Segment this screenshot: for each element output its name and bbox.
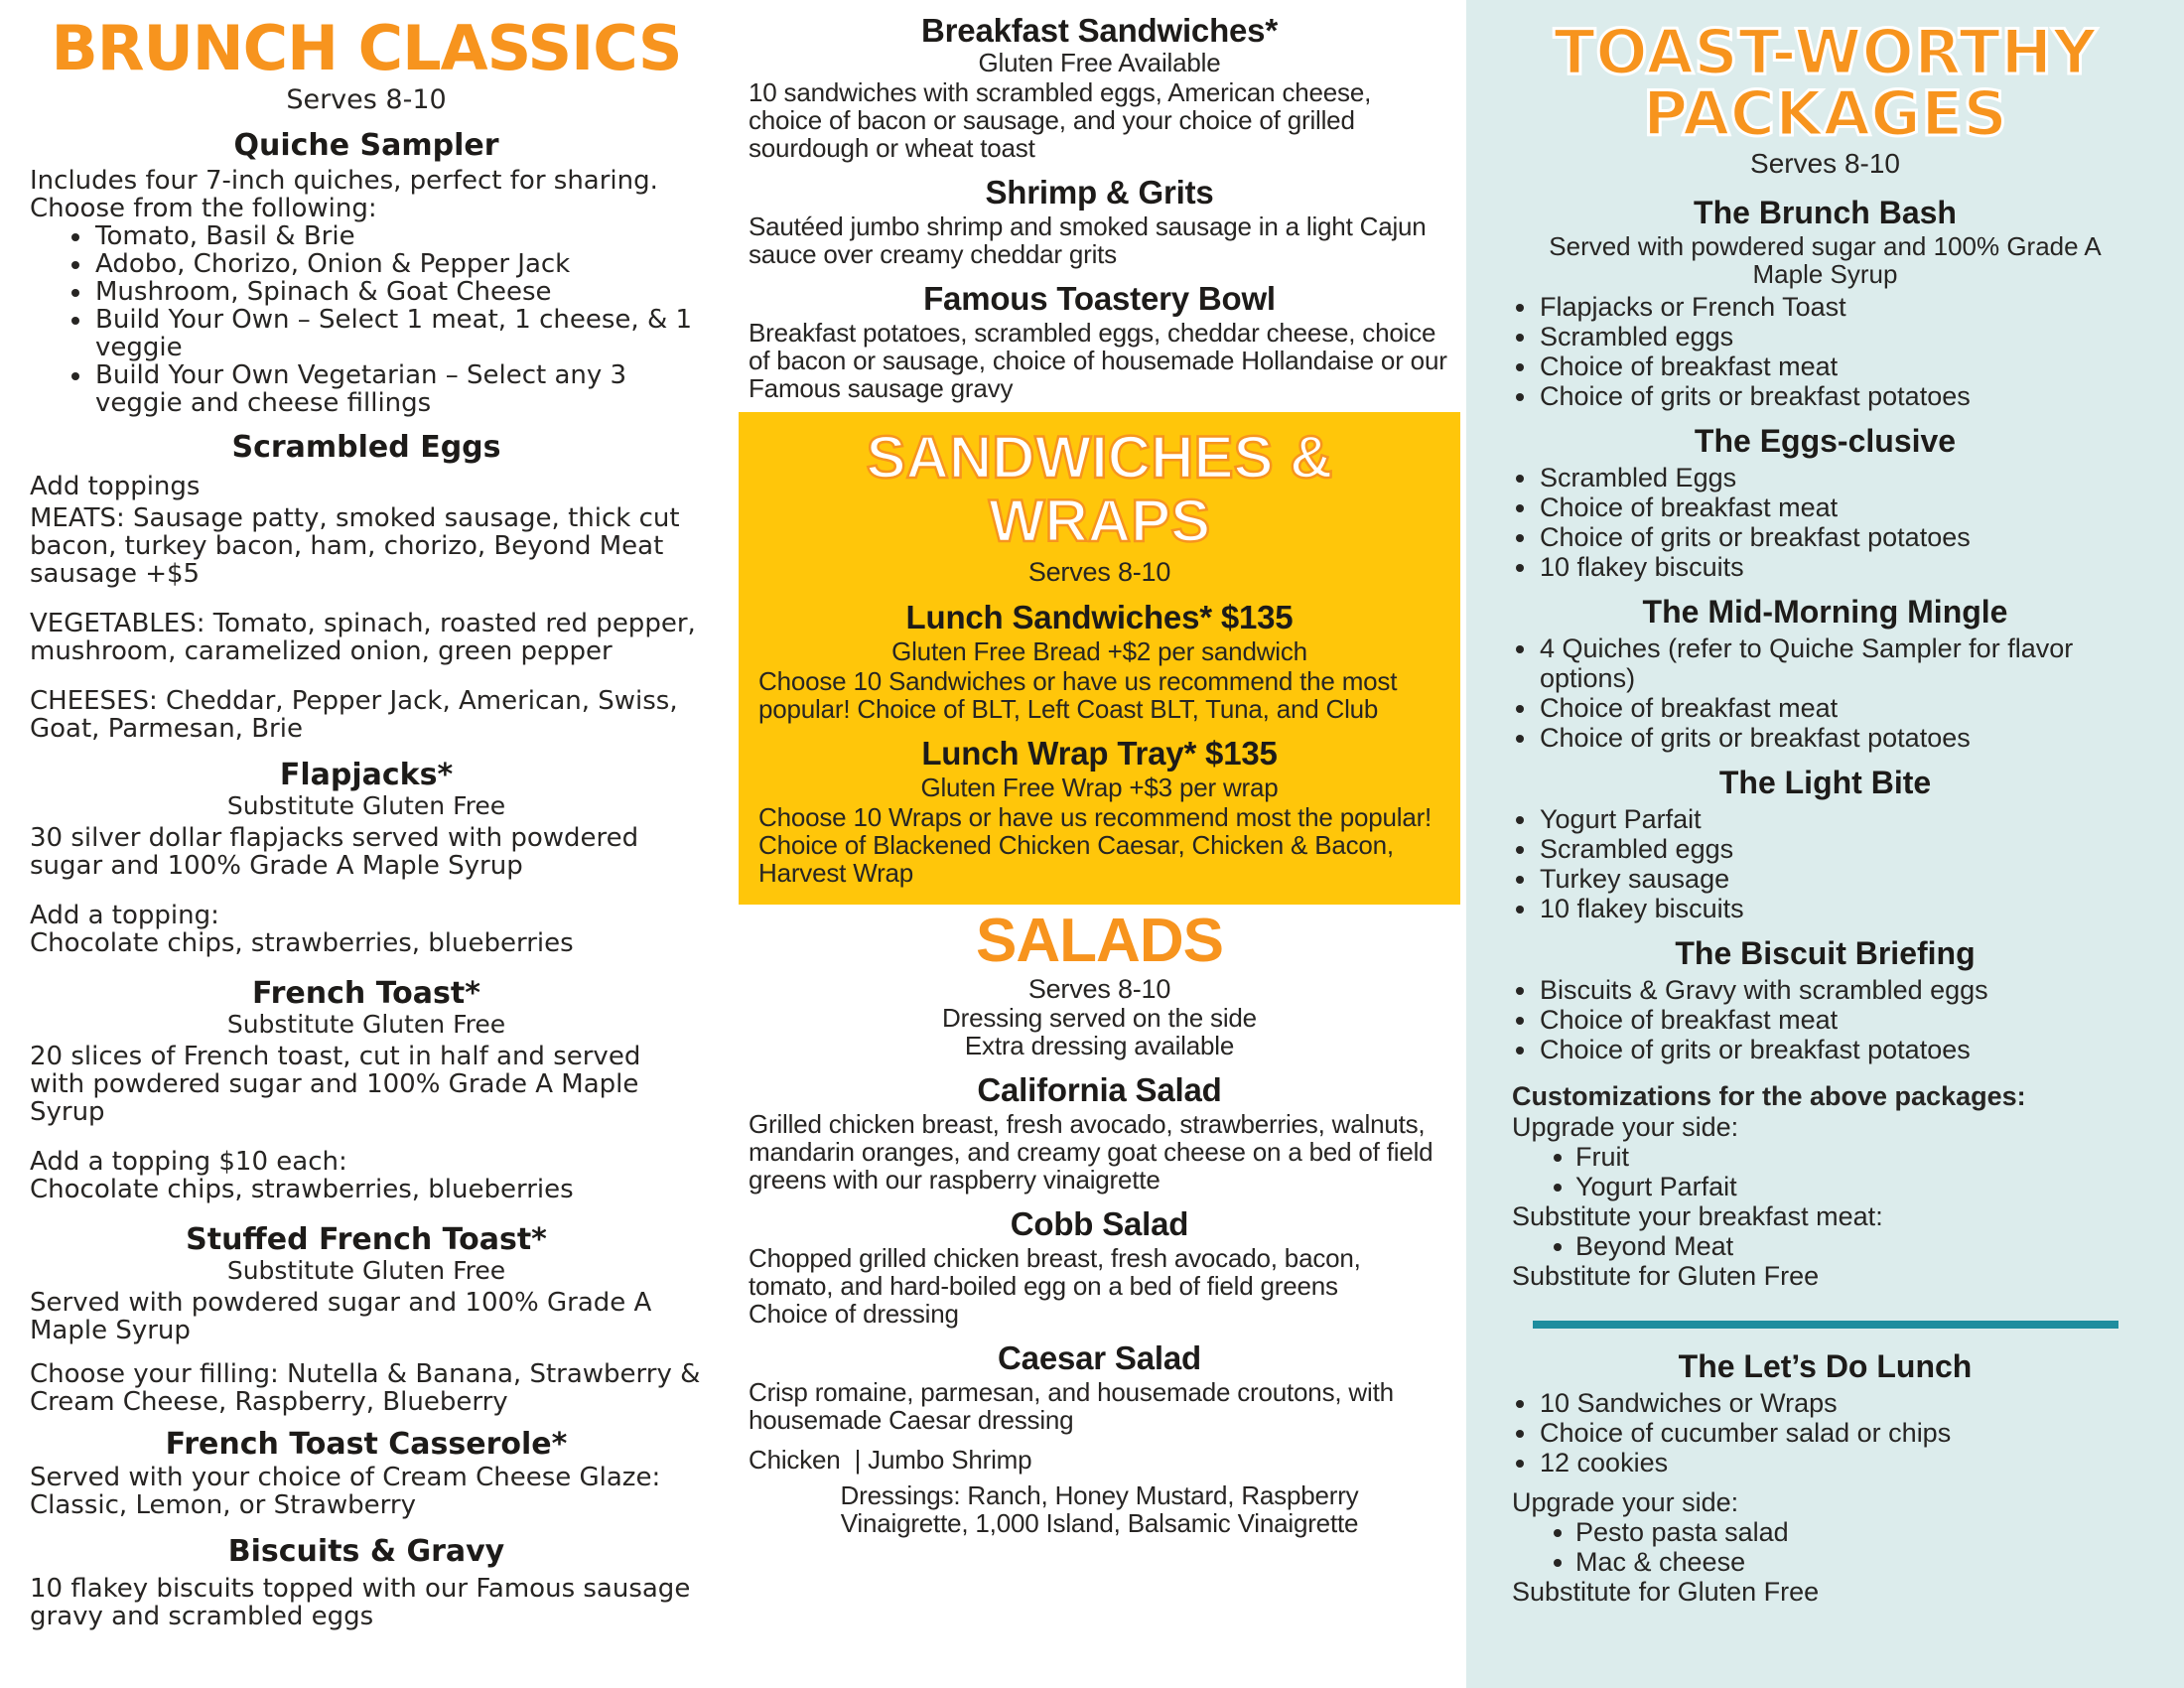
biscuits-gravy-description: 10 flakey biscuits topped with our Famous sausage gravy and scrambled eggs (30, 1574, 691, 1631)
substitute-meat-items (1512, 1231, 2154, 1261)
bullet-item: Pesto pasta salad (1552, 1517, 2154, 1547)
salads-dressing-note: Dressing served on the side (942, 1003, 1257, 1033)
teal-divider (1533, 1321, 2118, 1329)
french-toast-description: 20 slices of French toast, cut in half and served with powdered sugar and 100% Grade A Maple Syrup (30, 1042, 641, 1127)
bullet-item: Build Your Own Vegetarian – Select any 3 veggie and cheese fillings (69, 361, 703, 417)
french-toast-toppings: Chocolate chips, strawberries, blueberries (30, 1175, 574, 1204)
lunch-wrap-description: Choose 10 Wraps or have us recommend most the popular! Choice of Blackened Chicken Caesar, Chicken & Bacon, Harvest Wrap (758, 802, 1433, 888)
breakfast-sandwiches-heading: Breakfast Sandwiches* (921, 12, 1278, 49)
light-bite-heading: The Light Bite (1718, 765, 1932, 800)
lunch-gluten-free-note: Substitute for Gluten Free (1512, 1577, 1820, 1607)
bullet-item: Flapjacks or French Toast (1514, 292, 2164, 322)
bullet-item: Choice of cucumber salad or chips (1514, 1418, 2164, 1448)
bullet-item: Choice of grits or breakfast potatoes (1514, 1035, 2164, 1064)
bullet-item: Mushroom, Spinach & Goat Cheese (69, 278, 703, 306)
bullet-item: Choice of grits or breakfast potatoes (1514, 381, 2164, 411)
bullet-item: 12 cookies (1514, 1448, 2164, 1477)
cobb-salad-heading: Cobb Salad (1010, 1205, 1189, 1242)
lunch-upgrade-block (1486, 1487, 2164, 1607)
california-salad-description: Grilled chicken breast, fresh avocado, strawberries, walnuts, mandarin oranges, and creamy goat cheese on a bed of field greens with our raspberry vinaigrette (749, 1109, 1433, 1195)
salads-extra-dressing-note: Extra dressing available (964, 1031, 1235, 1060)
bullet-item: Scrambled Eggs (1514, 463, 2164, 492)
lunch-upgrade-label: Upgrade your side: (1512, 1487, 1739, 1517)
bullet-item: Build Your Own – Select 1 meat, 1 cheese, & 1 veggie (69, 306, 703, 361)
bullet-item: Choice of grits or breakfast potatoes (1514, 522, 2164, 552)
lunch-wrap-tray-heading: Lunch Wrap Tray* $135 (921, 735, 1278, 772)
biscuit-briefing-items (1486, 975, 2164, 1064)
bullet-item: Yogurt Parfait (1514, 804, 2164, 834)
shrimp-grits-description: Sautéed jumbo shrimp and smoked sausage in a light Cajun sauce over creamy cheddar grits (749, 211, 1427, 269)
caesar-salad-heading: Caesar Salad (998, 1339, 1201, 1376)
lunch-sandwiches-heading: Lunch Sandwiches* $135 (905, 599, 1294, 635)
biscuit-briefing-heading: The Biscuit Briefing (1675, 935, 1976, 971)
california-salad-heading: California Salad (977, 1071, 1222, 1108)
salad-dressings-list: Dressings: Ranch, Honey Mustard, Raspberry Vinaigrette, 1,000 Island, Balsamic Vinaigrette (840, 1480, 1359, 1538)
substitute-meat-label: Substitute your breakfast meat: (1512, 1201, 1883, 1231)
gluten-free-note: Substitute for Gluten Free (1512, 1261, 1820, 1291)
bullet-item: Choice of breakfast meat (1514, 693, 2164, 723)
biscuits-gravy-heading: Biscuits & Gravy (227, 1534, 505, 1569)
middle-column (733, 0, 1466, 1537)
sandwiches-wraps-title: SANDWICHES & WRAPS (866, 424, 1333, 554)
lunch-upgrade-items (1512, 1517, 2154, 1577)
bullet-item: Scrambled eggs (1514, 834, 2164, 864)
brunch-classics-title: BRUNCH CLASSICS (51, 12, 682, 84)
flapjacks-description: 30 silver dollar flapjacks served with powdered sugar and 100% Grade A Maple Syrup (30, 823, 639, 881)
bullet-item: 4 Quiches (refer to Quiche Sampler for flavor options) (1514, 633, 2164, 693)
upgrade-side-items (1512, 1142, 2154, 1201)
brunch-bash-heading: The Brunch Bash (1694, 195, 1957, 230)
packages-title-line1: TOAST-WORTHY (1553, 16, 2098, 88)
eggs-clusive-items (1486, 463, 2164, 582)
upgrade-side-label: Upgrade your side: (1512, 1112, 1739, 1142)
brunch-bash-subtext: Served with powdered sugar and 100% Grade A Maple Syrup (1549, 231, 2102, 289)
lets-do-lunch-heading: The Let’s Do Lunch (1678, 1348, 1973, 1384)
lunch-sandwiches-gluten-note: Gluten Free Bread +$2 per sandwich (891, 636, 1307, 666)
bullet-item: Adobo, Chorizo, Onion & Pepper Jack (69, 250, 703, 278)
french-toast-heading: French Toast* (252, 976, 480, 1011)
packages-panel (1466, 0, 2184, 1688)
quiche-sampler-intro: Includes four 7-inch quiches, perfect for sharing. Choose from the following: (30, 166, 658, 223)
toastery-bowl-description: Breakfast potatoes, scrambled eggs, cheddar cheese, choice of bacon or sausage, choice of housemade Hollandaise or our Famous sausage gravy (749, 318, 1447, 403)
scrambled-cheeses: CHEESES: Cheddar, Pepper Jack, American, Swiss, Goat, Parmesan, Brie (30, 686, 678, 744)
mid-morning-mingle-items (1486, 633, 2164, 753)
bullet-item: 10 flakey biscuits (1514, 552, 2164, 582)
scrambled-eggs-heading: Scrambled Eggs (231, 430, 501, 465)
stuffed-french-toast-fillings: Choose your filling: Nutella & Banana, Strawberry & Cream Cheese, Raspberry, Blueberry (30, 1359, 701, 1417)
scrambled-add-label: Add toppings (30, 472, 201, 501)
light-bite-items (1486, 804, 2164, 923)
mid-morning-mingle-heading: The Mid-Morning Mingle (1642, 594, 2008, 630)
scrambled-meats: MEATS: Sausage patty, smoked sausage, thick cut bacon, turkey bacon, ham, chorizo, Beyond Meat sausage +$5 (30, 503, 680, 589)
french-toast-gluten-note: Substitute Gluten Free (226, 1010, 506, 1039)
bullet-item: 10 Sandwiches or Wraps (1514, 1388, 2164, 1418)
customizations-block (1486, 1080, 2164, 1291)
brunch-serves-note: Serves 8-10 (286, 84, 447, 115)
lunch-wrap-gluten-note: Gluten Free Wrap +$3 per wrap (920, 773, 1279, 802)
shrimp-grits-heading: Shrimp & Grits (985, 174, 1214, 211)
bullet-item: Mac & cheese (1552, 1547, 2154, 1577)
salads-serves: Serves 8-10 (1027, 974, 1171, 1004)
french-toast-topping-label: Add a topping $10 each: (30, 1147, 347, 1177)
flapjacks-heading: Flapjacks* (279, 758, 454, 792)
salad-protein-options: Chicken | Jumbo Shrimp (749, 1445, 1032, 1475)
bullet-item: 10 flakey biscuits (1514, 894, 2164, 923)
bullet-item: Scrambled eggs (1514, 322, 2164, 352)
bullet-item: Choice of breakfast meat (1514, 492, 2164, 522)
eggs-clusive-heading: The Eggs-clusive (1694, 423, 1957, 459)
bullet-item: Turkey sausage (1514, 864, 2164, 894)
toastery-bowl-heading: Famous Toastery Bowl (923, 280, 1276, 317)
packages-serves-note: Serves 8-10 (1750, 148, 1900, 179)
sandwiches-wraps-box (739, 412, 1460, 905)
bullet-item: Fruit (1552, 1142, 2154, 1172)
brunch-bash-items (1486, 292, 2164, 411)
breakfast-sandwiches-description: 10 sandwiches with scrambled eggs, American cheese, choice of bacon or sausage, and your choice of grilled sourdough or wheat toast (749, 77, 1372, 163)
flapjacks-topping-label: Add a topping: (30, 901, 219, 930)
scrambled-vegetables: VEGETABLES: Tomato, spinach, roasted red pepper, mushroom, caramelized onion, green pepper (30, 609, 696, 666)
flapjacks-gluten-note: Substitute Gluten Free (226, 791, 506, 820)
french-toast-casserole-description: Served with your choice of Cream Cheese Glaze: Classic, Lemon, or Strawberry (30, 1463, 661, 1520)
customizations-heading: Customizations for the above packages: (1512, 1081, 2026, 1111)
sandwiches-wraps-serves: Serves 8-10 (1027, 557, 1171, 587)
packages-title-line2: PACKAGES (1642, 77, 2008, 150)
flapjacks-toppings: Chocolate chips, strawberries, blueberries (30, 928, 574, 958)
quiche-sampler-heading: Quiche Sampler (233, 128, 499, 163)
bullet-item: Biscuits & Gravy with scrambled eggs (1514, 975, 2164, 1005)
bullet-item: Choice of breakfast meat (1514, 1005, 2164, 1035)
quiche-options-list (30, 222, 703, 417)
stuffed-french-toast-gluten-note: Substitute Gluten Free (226, 1256, 506, 1285)
french-toast-casserole-heading: French Toast Casserole* (165, 1427, 568, 1462)
cobb-salad-description: Chopped grilled chicken breast, fresh avocado, bacon, tomato, and hard-boiled egg on a bed of field greens (749, 1243, 1361, 1301)
salads-title: SALADS (976, 907, 1223, 975)
stuffed-french-toast-heading: Stuffed French Toast* (186, 1222, 547, 1257)
caesar-salad-description: Crisp romaine, parmesan, and housemade croutons, with housemade Caesar dressing (749, 1377, 1394, 1435)
lunch-sandwiches-description: Choose 10 Sandwiches or have us recommend the most popular! Choice of BLT, Left Coast BLT, Tuna, and Club (758, 666, 1398, 724)
breakfast-sandwiches-gluten-note: Gluten Free Available (978, 48, 1221, 77)
brunch-classics-column (12, 0, 721, 1630)
cobb-salad-dressing-note: Choice of dressing (749, 1299, 959, 1329)
bullet-item: Tomato, Basil & Brie (69, 222, 703, 250)
stuffed-french-toast-description: Served with powdered sugar and 100% Grade A Maple Syrup (30, 1288, 652, 1345)
bullet-item: Yogurt Parfait (1552, 1172, 2154, 1201)
bullet-item: Choice of grits or breakfast potatoes (1514, 723, 2164, 753)
bullet-item: Choice of breakfast meat (1514, 352, 2164, 381)
lets-do-lunch-items (1486, 1388, 2164, 1477)
bullet-item: Beyond Meat (1552, 1231, 2154, 1261)
